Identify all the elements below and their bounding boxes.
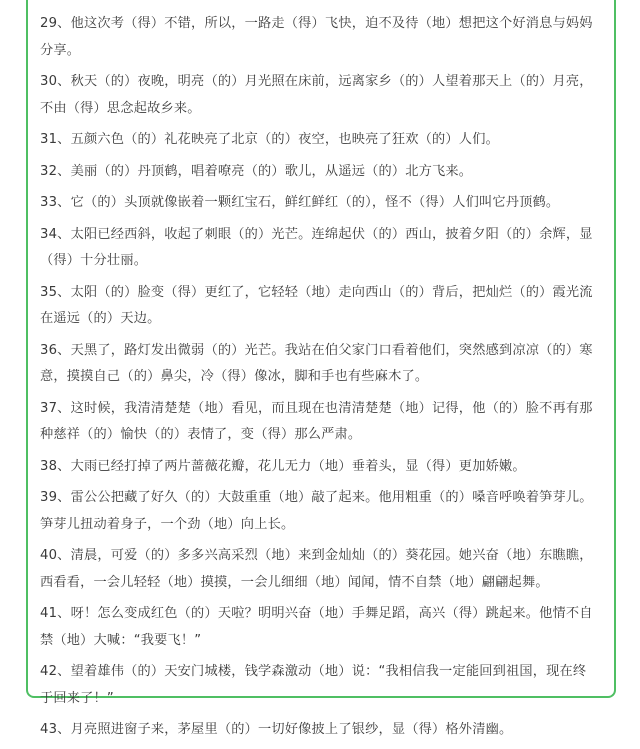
list-item: 36、天黑了，路灯发出微弱（的）光芒。我站在伯父家门口看着他们，突然感到凉凉（的）寒意，摸摸自己（的）鼻尖，冷（得）像冰，脚和手也有些麻木了。	[40, 342, 593, 384]
list-item: 40、清晨，可爱（的）多多兴高采烈（地）来到金灿灿（的）葵花园。她兴奋（地）东瞧瞧，西看看，一会儿轻轻（地）摸摸，一会儿细细（地）闻闻，情不自禁（地）翩翩起舞。	[40, 548, 593, 590]
list-item: 39、雷公公把藏了好久（的）大鼓重重（地）敲了起来。他用粗重（的）嗓音呼唤着笋芽儿。笋芽儿扭动着身子，一个劲（地）向上长。	[40, 490, 593, 532]
list-item: 30、秋天（的）夜晚，明亮（的）月光照在床前，远离家乡（的）人望着那天上（的）月亮，不由（得）思念起故乡来。	[40, 74, 593, 116]
list-item: 29、他这次考（得）不错，所以，一路走（得）飞快，迫不及待（地）想把这个好消息与妈妈分享。	[40, 16, 593, 58]
list-item: 38、大雨已经打掉了两片蔷薇花瓣，花儿无力（地）垂着头，显（得）更加娇嫩。	[40, 458, 526, 474]
list-item: 32、美丽（的）丹顶鹤，唱着嘹亮（的）歌儿，从遥远（的）北方飞来。	[40, 163, 473, 179]
list-item: 35、太阳（的）脸变（得）更红了，它轻轻（地）走向西山（的）背后，把灿烂（的）霞光流在遥远（的）天边。	[40, 284, 593, 326]
list-item: 31、五颜六色（的）礼花映亮了北京（的）夜空，也映亮了狂欢（的）人们。	[40, 132, 499, 147]
list-item: 33、它（的）头顶就像嵌着一颗红宝石，鲜红鲜红（的），怪不（得）人们叫它丹顶鹤。	[40, 195, 560, 210]
list-item: 41、呀！怎么变成红色（的）天啦？明明兴奋（地）手舞足蹈，高兴（得）跳起来。他情不自禁（地）大喊：“我要飞！”	[40, 606, 593, 648]
list-item: 42、望着雄伟（的）天安门城楼，钱学森激动（地）说：“我相信我一定能回到祖国，现在终于回来了！”	[40, 664, 587, 706]
list-item: 34、太阳已经西斜，收起了刺眼（的）光芒。连绵起伏（的）西山，披着夕阳（的）余辉，显（得）十分壮丽。	[40, 226, 593, 268]
sentence-list	[40, 11, 598, 749]
list-item: 37、这时候，我清清楚楚（地）看见，而且现在也清清楚楚（地）记得，他（的）脸不再有那种慈祥（的）愉快（的）表情了，变（得）那么严肃。	[40, 400, 593, 442]
list-item: 43、月亮照进窗子来，茅屋里（的）一切好像披上了银纱，显（得）格外清幽。	[40, 722, 513, 737]
